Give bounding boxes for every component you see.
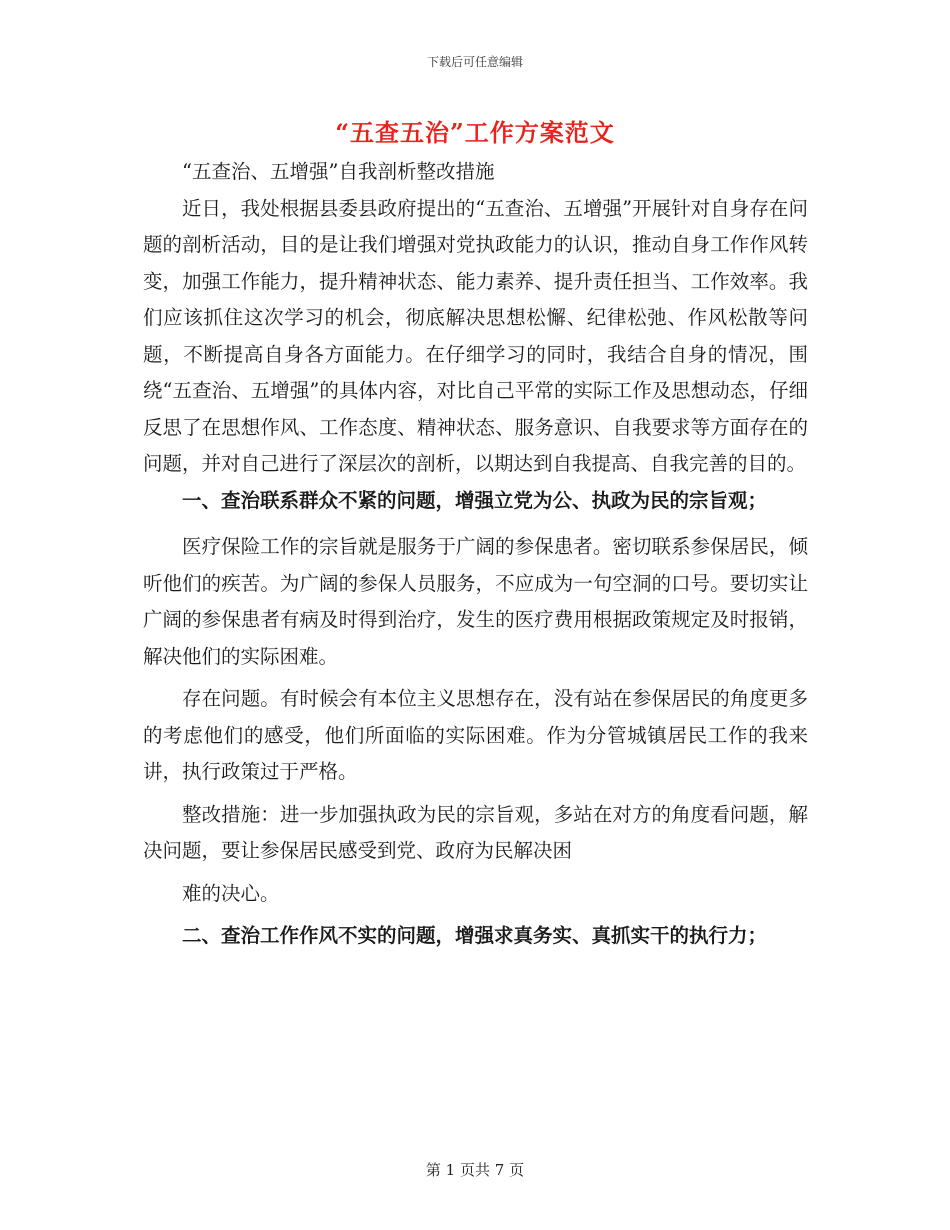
body-paragraph: 整改措施：进一步加强执政为民的宗旨观，多站在对方的角度看问题，解决问题，要让参保居民感受到党、政府为民解决困: [143, 802, 808, 862]
body-paragraph: 存在问题。有时候会有本位主义思想存在，没有站在参保居民的角度更多的考虑他们的感受，他们所面临的实际困难。作为分管城镇居民工作的我来讲，执行政策过于严格。: [143, 687, 808, 783]
document-body: [143, 154, 808, 955]
subtitle-paragraph: “五查治、五增强”自我剖析整改措施: [182, 160, 495, 183]
page-header: 下载后可任意编辑: [426, 55, 523, 69]
body-paragraph: 难的决心。: [182, 881, 280, 905]
page-number: 第 1 页共 7 页: [425, 1161, 525, 1179]
body-paragraph: 医疗保险工作的宗旨就是服务于广阔的参保患者。密切联系参保居民，倾听他们的疾苦。为广阔的参保人员服务，不应成为一句空洞的口号。要切实让广阔的参保患者有病及时得到治疗，发生的医疗费用根据政策规定及时报销，解决他们的实际困难。: [143, 535, 808, 668]
document-title: “五查五治”工作方案范文: [335, 118, 615, 147]
intro-paragraph: 近日，我处根据县委县政府提出的“五查治、五增强”开展针对自身存在问题的剖析活动，目的是让我们增强对党执政能力的认识，推动自身工作作风转变，加强工作能力，提升精神状态、能力素养、提升责任担当、工作效率。我们应该抓住这次学习的机会，彻底解决思想松懈、纪律松弛、作风松散等问题，不断提高自身各方面能力。在仔细学习的同时，我结合自身的情况，围绕“五查治、五增强”的具体内容，对比自己平常的实际工作及思想动态，仔细反思了在思想作风、工作态度、精神状态、服务意识、自我要求等方面存在的问题，并对自己进行了深层次的剖析，以期达到自我提高、自我完善的目的。: [143, 196, 808, 475]
section-heading-2: 二、查治工作作风不实的问题，增强求真务实、真抓实干的执行力；: [182, 924, 768, 947]
section-heading-1: 一、查治联系群众不紧的问题，增强立党为公、执政为民的宗旨观；: [182, 488, 768, 512]
